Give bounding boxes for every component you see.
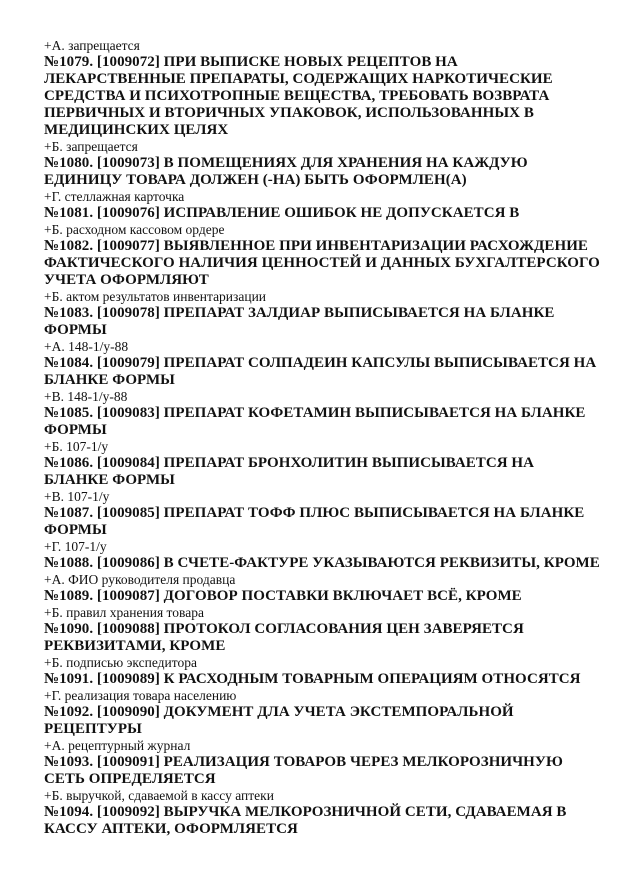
- question-line: №1083. [1009078] ПРЕПАРАТ ЗАЛДИАР ВЫПИСЫВАЕТСЯ НА БЛАНКЕ ФОРМЫ: [44, 304, 555, 338]
- question-line: №1087. [1009085] ПРЕПАРАТ ТОФФ ПЛЮС ВЫПИСЫВАЕТСЯ НА БЛАНКЕ ФОРМЫ: [44, 505, 585, 538]
- question-line: №1089. [1009087] ДОГОВОР ПОСТАВКИ ВКЛЮЧАЕТ ВСЁ, КРОМЕ: [44, 588, 522, 605]
- question-line: №1093. [1009091] РЕАЛИЗАЦИЯ ТОВАРОВ ЧЕРЕЗ МЕЛКОРОЗНИЧНУЮ СЕТЬ ОПРЕДЕЛЯЕТСЯ: [44, 754, 563, 788]
- answer-line: +Б. расходном кассовом ордере: [44, 221, 225, 237]
- answer-line: +Г. стеллажная карточка: [44, 188, 185, 204]
- answer-line: +А. рецептурный журнал: [44, 738, 191, 754]
- document-page: [44, 38, 600, 838]
- answer-line: +А. ФИО руководителя продавца: [44, 571, 236, 587]
- question-line: №1094. [1009092] ВЫРУЧКА МЕЛКОРОЗНИЧНОЙ СЕТИ, СДАВАЕМАЯ В КАССУ АПТЕКИ, ОФОРМЛЯЕТСЯ: [44, 804, 567, 838]
- question-line: №1090. [1009088] ПРОТОКОЛ СОГЛАСОВАНИЯ ЦЕН ЗАВЕРЯЕТСЯ РЕКВИЗИТАМИ, КРОМЕ: [44, 621, 524, 655]
- question-line: №1082. [1009077] ВЫЯВЛЕННОЕ ПРИ ИНВЕНТАРИЗАЦИИ РАСХОЖДЕНИЕ ФАКТИЧЕСКОГО НАЛИЧИЯ ЦЕННОСТЕЙ И ДАННЫХ БУХГАЛТЕРСКОГО УЧЕТА ОФОРМЛЯЮТ: [44, 238, 600, 288]
- question-line: №1086. [1009084] ПРЕПАРАТ БРОНХОЛИТИН ВЫПИСЫВАЕТСЯ НА БЛАНКЕ ФОРМЫ: [44, 455, 535, 488]
- answer-line: +А. запрещается: [44, 38, 140, 53]
- answer-line: +Б. 107-1/у: [44, 438, 109, 454]
- question-line: №1091. [1009089] К РАСХОДНЫМ ТОВАРНЫМ ОПЕРАЦИЯМ ОТНОСЯТСЯ: [44, 671, 581, 688]
- answer-line: +А. 148-1/у-88: [44, 338, 129, 354]
- question-line: №1085. [1009083] ПРЕПАРАТ КОФЕТАМИН ВЫПИСЫВАЕТСЯ НА БЛАНКЕ ФОРМЫ: [44, 405, 586, 438]
- answer-line: +Б. актом результатов инвентаризации: [44, 288, 267, 304]
- answer-line: +Г. 107-1/у: [44, 538, 107, 554]
- question-line: №1081. [1009076] ИСПРАВЛЕНИЕ ОШИБОК НЕ ДОПУСКАЕТСЯ В: [44, 204, 520, 221]
- question-line: №1084. [1009079] ПРЕПАРАТ СОЛПАДЕИН КАПСУЛЫ ВЫПИСЫВАЕТСЯ НА БЛАНКЕ ФОРМЫ: [44, 355, 597, 388]
- question-line: №1088. [1009086] В СЧЕТЕ-ФАКТУРЕ УКАЗЫВАЮТСЯ РЕКВИЗИТЫ, КРОМЕ: [44, 555, 600, 572]
- question-line: №1092. [1009090] ДОКУМЕНТ ДЛА УЧЕТА ЭКСТЕМПОРАЛЬНОЙ РЕЦЕПТУРЫ: [44, 704, 514, 738]
- answer-line: +В. 148-1/у-88: [44, 388, 128, 404]
- answer-line: +Б. выручкой, сдаваемой в кассу аптеки: [44, 788, 274, 804]
- answer-line: +Б. запрещается: [44, 138, 138, 154]
- question-line: №1080. [1009073] В ПОМЕЩЕНИЯХ ДЛЯ ХРАНЕНИЯ НА КАЖДУЮ ЕДИНИЦУ ТОВАРА ДОЛЖЕН (-НА) БЫТЬ ОФОРМЛЕН(А): [44, 154, 528, 188]
- answer-line: +Б. правил хранения товара: [44, 605, 204, 621]
- answer-line: +Г. реализация товара населению: [44, 688, 237, 704]
- answer-line: +В. 107-1/у: [44, 488, 110, 504]
- answer-line: +Б. подписью экспедитора: [44, 655, 197, 671]
- question-line: №1079. [1009072] ПРИ ВЫПИСКЕ НОВЫХ РЕЦЕПТОВ НА ЛЕКАРСТВЕННЫЕ ПРЕПАРАТЫ, СОДЕРЖАЩИХ НАРКОТИЧЕСКИЕ СРЕДСТВА И ПСИХОТРОПНЫЕ ВЕЩЕСТВА, ТРЕБОВАТЬ ВОЗВРАТА ПЕРВИЧНЫХ И ВТОРИЧНЫХ УПАКОВОК, ИСПОЛЬЗОВАННЫХ В МЕДИЦИНСКИХ ЦЕЛЯХ: [44, 54, 553, 138]
